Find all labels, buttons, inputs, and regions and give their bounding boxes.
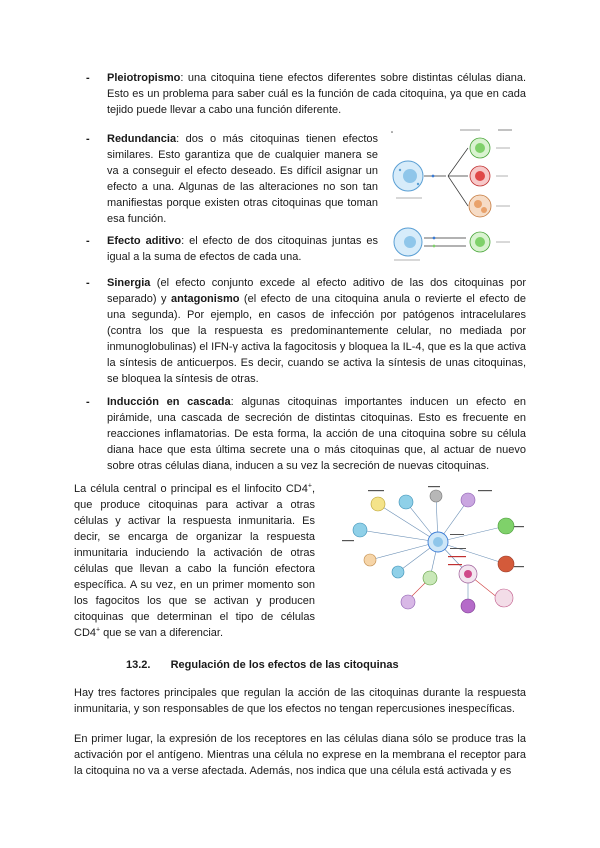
term: Inducción en cascada	[107, 396, 231, 408]
para-first-factor: En primer lugar, la expresión de los receptores en las células diana sólo se produce tras la activación por el antígeno. Mientras una célula no exprese en la membrana el receptor para la citoquina no va a verse afectada. Además, nos indica que una célula está activada y es	[74, 733, 526, 777]
term: Sinergia	[107, 277, 151, 289]
bullet-text: : dos o más citoquinas tienen efectos similares. Esto garantiza que de cualquier manera se va a conseguir el efecto deseado. Es difícil asignar un efecto a una. Algunas de las alteraciones no son tan manifiestas porque existen otras citoquinas que toman esa función.	[107, 133, 378, 225]
fig-header-mark	[391, 131, 393, 133]
cytokine-effects-figure	[388, 124, 528, 264]
cd4-paragraph: La célula central o principal es el linfocito CD4+, que produce citoquinas para activar a otras células y activar la respuesta inmunitaria. Es decir, se encarga de organizar la respuesta inmunitaria induciendo la activación de otras células que llevan a cabo la función efectora específica. A su vez, en un primer momento son los fagocitos los que se activan y producen citoquinas que determinan el tipo de células CD4+ que se van a diferenciar.	[74, 482, 315, 639]
bullet-dash: -	[86, 396, 90, 408]
bullet-sinergia	[107, 275, 526, 387]
bullet-text: : el efecto de dos citoquinas juntas es igual a la suma de efectos de cada una.	[107, 235, 379, 263]
cd4-network-figure	[338, 486, 528, 614]
bullet-efecto-aditivo	[107, 233, 378, 265]
network-cell	[401, 595, 415, 609]
section-title: Regulación de los efectos de las citoquinas	[170, 659, 399, 671]
bullet-dash: -	[86, 133, 90, 145]
network-cell	[495, 589, 513, 607]
network-cell	[498, 518, 514, 534]
source-cell-nucleus	[403, 169, 417, 183]
network-cell	[498, 556, 514, 572]
term-2: antagonismo	[171, 293, 240, 305]
network-cell	[430, 490, 442, 502]
term: Redundancia	[107, 133, 177, 145]
network-cell	[461, 493, 475, 507]
network-cell	[353, 523, 367, 537]
section-number: 13.2.	[126, 659, 151, 671]
network-cell	[423, 571, 437, 585]
network-cell	[364, 554, 376, 566]
network-cell	[392, 566, 404, 578]
term: Efecto aditivo	[107, 235, 182, 247]
bullet-dash: -	[86, 235, 90, 247]
bullet-text-2: (el efecto de una citoquina anula o revierte el efecto de una segunda). Por ejemplo, en casos de infección por patógenos intracelulares (contra los que la respuesta es predominantemente celular, no mediada por inmunoglobulinas) el IFN-γ activa la fagocitosis y bloquea la IL-4, que es la que activa la síntesis de anticuerpos. Es decir, cuando se activa la síntesis de unas citoquinas, se bloquea la síntesis de otras.	[107, 293, 526, 385]
network-cell	[461, 599, 475, 613]
network-cell	[399, 495, 413, 509]
term: Pleiotropismo	[107, 72, 181, 84]
bullet-pleiotropismo	[107, 70, 526, 118]
bullet-dash: -	[86, 277, 90, 289]
para-regulation: Hay tres factores principales que regulan la acción de las citoquinas durante la respuesta inmunitaria, y son responsables de que los efectos no tengan repercusiones inespecíficas.	[74, 687, 526, 715]
bullet-text: (el efecto conjunto excede al efecto aditivo de las dos citoquinas por separado) y	[107, 277, 526, 305]
section-heading	[126, 657, 399, 673]
bullet-text: : algunas citoquinas importantes inducen un efecto en pirámide, una cascada de secreción de distintas citoquinas. Esto es frecuente en reacciones inflamatorias. De esta forma, la acción de una citoquina sobre su célula diana hace que esta última secrete una o más citoquinas que, al actuar de nuevo sobre otras células diana, inducen a su vez la secreción de nuevas citoquinas.	[107, 396, 526, 472]
bullet-dash: -	[86, 72, 90, 84]
network-cell	[371, 497, 385, 511]
bullet-redundancia	[107, 131, 378, 227]
bullet-text: : una citoquina tiene efectos diferentes sobre distintas células diana. Esto es un problema para saber cuál es la función de cada citoquina, ya que en cada tejido puede llevar a cabo una función diferente.	[107, 72, 526, 116]
bullet-induccion-cascada	[107, 394, 526, 474]
